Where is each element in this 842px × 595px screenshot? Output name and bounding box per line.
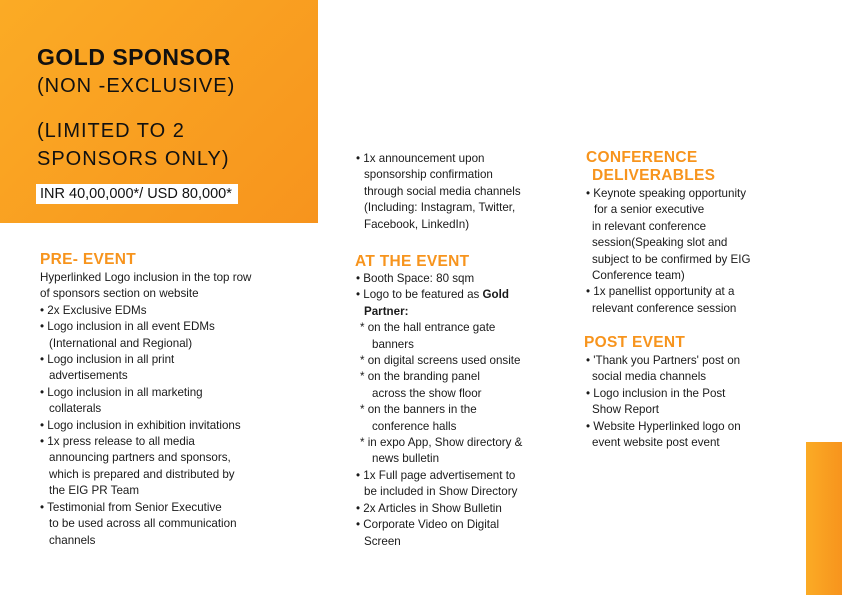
limited-note: [37, 117, 230, 173]
list-item: collaterals: [49, 402, 102, 416]
list-item: • Testimonial from Senior Executive: [40, 500, 222, 514]
list-item: • 1x press release to all media: [40, 435, 195, 449]
list-item: event website post event: [592, 436, 720, 450]
list-item: conference halls: [372, 419, 457, 433]
list-item: banners: [372, 337, 414, 351]
list-item: across the show floor: [372, 386, 482, 400]
list-item: through social media channels: [364, 184, 521, 198]
at-event-list: [356, 271, 522, 550]
list-item: be included in Show Directory: [364, 485, 518, 499]
list-item: Screen: [364, 534, 401, 548]
list-item: Facebook, LinkedIn): [364, 217, 470, 231]
list-item: in relevant conference: [592, 219, 707, 233]
list-item: • Logo inclusion in exhibition invitations: [40, 418, 241, 432]
conference-list: [586, 186, 751, 317]
list-item: * in expo App, Show directory &: [360, 436, 523, 450]
list-item: relevant conference session: [592, 301, 737, 315]
list-item: • 1x panellist opportunity at a: [586, 285, 735, 299]
conference-heading-line: DELIVERABLES: [592, 167, 716, 184]
list-item: which is prepared and distributed by: [49, 467, 235, 481]
list-item: • 2x Articles in Show Bulletin: [356, 501, 502, 515]
list-item: • 'Thank you Partners' post on: [586, 354, 741, 367]
list-item: news bulletin: [372, 452, 440, 466]
pre-event-list: [40, 270, 251, 549]
limited-note-line: (LIMITED TO 2: [37, 120, 185, 142]
page-subtitle: (NON -EXCLUSIVE): [37, 75, 236, 97]
list-item: • Booth Space: 80 sqm: [356, 272, 475, 285]
list-item-text: • Logo to be featured as: [356, 288, 483, 302]
list-item: social media channels: [592, 370, 707, 384]
list-item: * on digital screens used onsite: [360, 354, 521, 368]
list-item: for a senior executive: [594, 203, 705, 217]
decorative-side-bar: [806, 442, 842, 595]
post-event-heading: POST EVENT: [584, 334, 686, 351]
list-item: channels: [49, 533, 96, 547]
list-item: • Logo inclusion in all marketing: [40, 385, 203, 399]
list-item: subject to be confirmed by EIG: [592, 252, 751, 266]
list-item: • Logo inclusion in all event EDMs: [40, 320, 215, 334]
list-item: [356, 287, 522, 303]
price-label: INR 40,00,000*/ USD 80,000*: [36, 184, 238, 204]
conference-heading: [586, 149, 715, 185]
list-item: session(Speaking slot and: [592, 236, 728, 250]
pre-event-heading: PRE- EVENT: [40, 251, 137, 268]
list-item: • Logo inclusion in the Post: [586, 386, 726, 400]
list-item: (Including: Instagram, Twitter,: [364, 201, 516, 215]
list-item: announcing partners and sponsors,: [49, 451, 231, 465]
list-item: • Corporate Video on Digital: [356, 518, 500, 532]
list-item: to be used across all communication: [49, 517, 237, 531]
list-item: • 1x Full page advertisement to: [356, 468, 516, 482]
list-item: (International and Regional): [49, 336, 193, 350]
list-item: of sponsors section on website: [40, 287, 199, 301]
list-item: • Logo inclusion in all print: [40, 353, 175, 367]
list-item: • 1x announcement upon: [356, 152, 485, 165]
list-item: * on the hall entrance gate: [360, 321, 496, 335]
list-item: * on the banners in the: [360, 403, 477, 417]
list-item: • Website Hyperlinked logo on: [586, 419, 741, 433]
list-item: • 2x Exclusive EDMs: [40, 303, 147, 317]
list-item: Show Report: [592, 403, 660, 417]
announcement-list: [356, 151, 521, 233]
partner-emphasis: Partner:: [364, 304, 409, 318]
conference-heading-line: CONFERENCE: [586, 149, 698, 166]
post-event-list: [586, 353, 741, 451]
limited-note-line: SPONSORS ONLY): [37, 148, 230, 170]
list-item: sponsorship confirmation: [364, 168, 493, 182]
list-item: * on the branding panel: [360, 370, 480, 384]
list-item: Conference team): [592, 269, 685, 283]
list-item: advertisements: [49, 369, 128, 383]
page-title: GOLD SPONSOR: [37, 44, 231, 70]
list-item: • Keynote speaking opportunity: [586, 187, 747, 200]
list-item: Hyperlinked Logo inclusion in the top row: [40, 271, 252, 284]
gold-emphasis: Gold: [482, 288, 509, 302]
at-event-heading: AT THE EVENT: [355, 253, 470, 270]
list-item: the EIG PR Team: [49, 484, 139, 498]
